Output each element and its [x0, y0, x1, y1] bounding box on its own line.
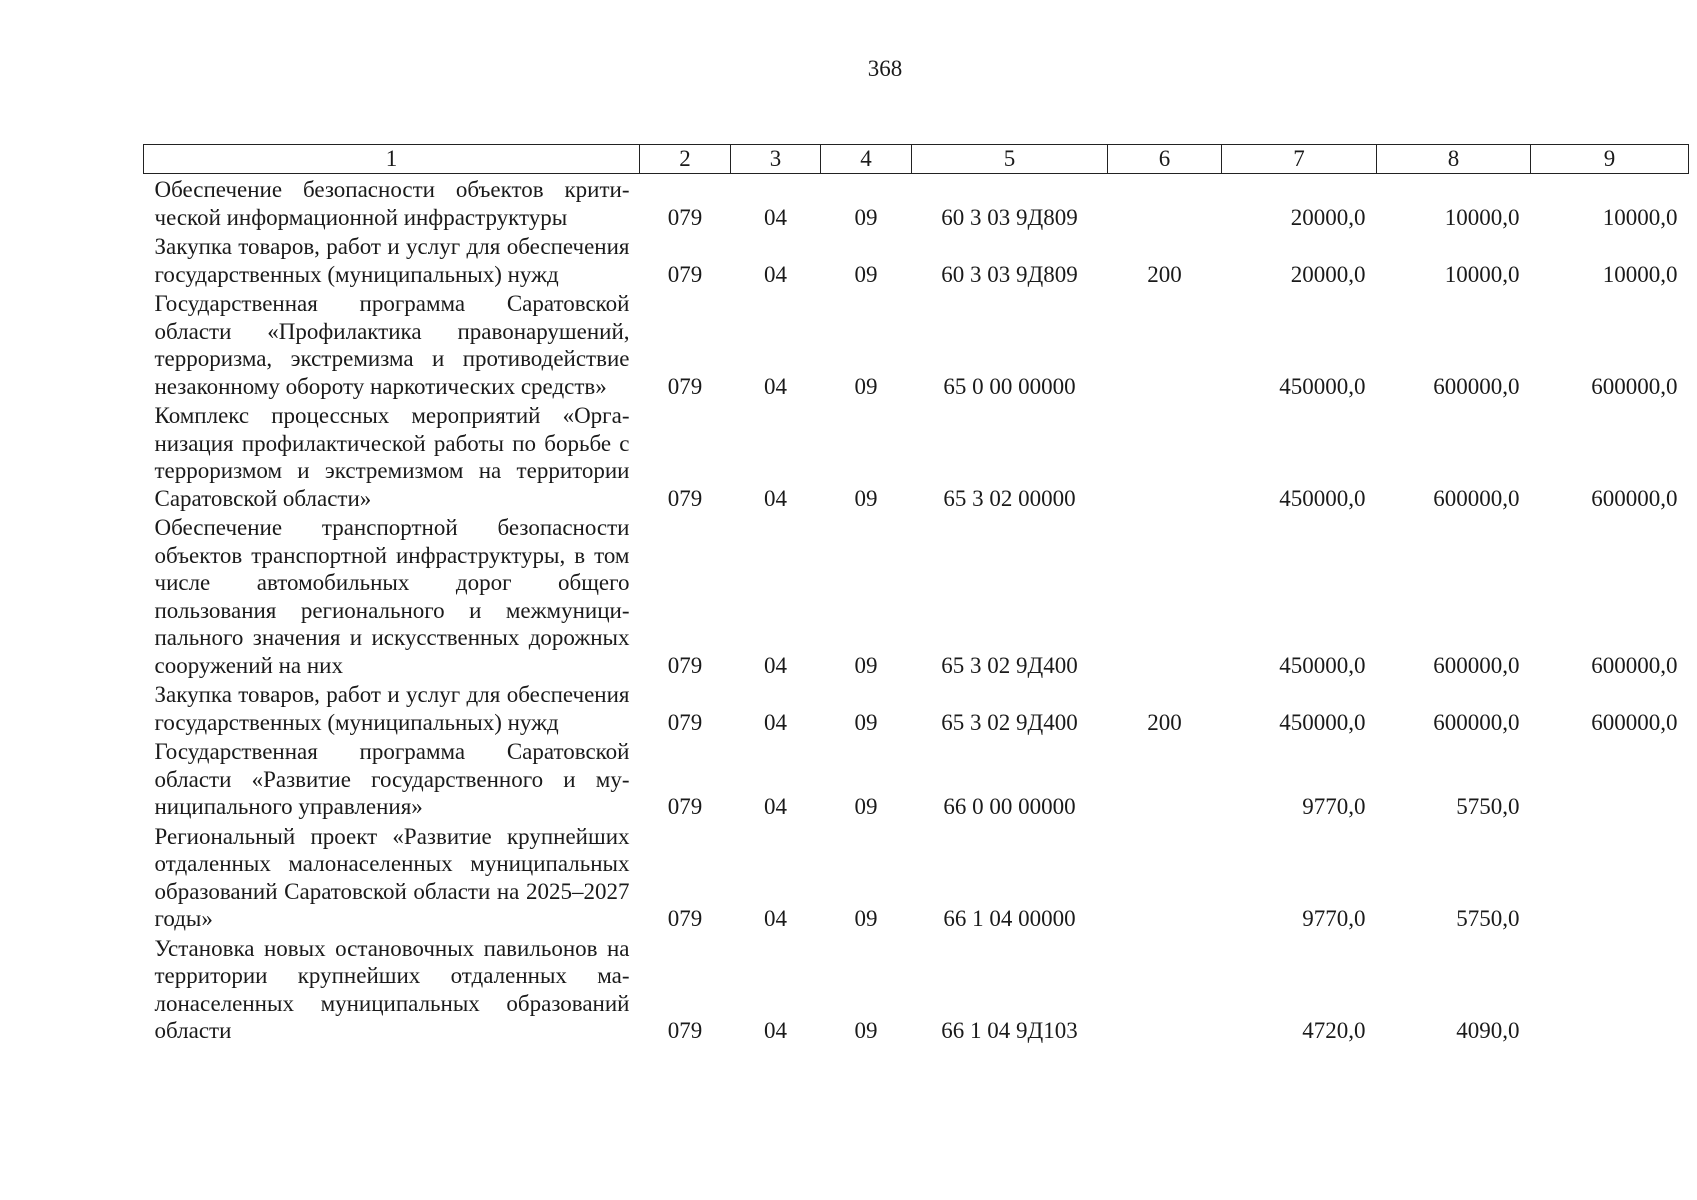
amount-col7: 4720,0 — [1302, 1018, 1366, 1043]
amount-col7: 20000,0 — [1290, 261, 1366, 287]
amount-col8: 5750,0 — [1456, 906, 1520, 931]
table-row — [144, 512, 1689, 679]
table-row — [144, 933, 1689, 1045]
amount-col7: 450000,0 — [1279, 373, 1366, 399]
row-description: Закупка товаров, работ и услуг для обеспечения государственных (муниципальных) нужд — [154, 682, 630, 735]
target-article-code: 65 3 02 9Д400 — [941, 709, 1078, 735]
table-row — [144, 679, 1689, 736]
expense-type-code — [1108, 400, 1222, 512]
subsection-code: 09 — [854, 373, 878, 399]
subsection-code: 09 — [854, 204, 878, 230]
expense-type-code — [1108, 512, 1222, 679]
amount-col8: 600000,0 — [1433, 373, 1520, 399]
expense-type-code — [1108, 288, 1222, 400]
target-article-code: 60 3 03 9Д809 — [941, 204, 1078, 230]
target-article-code: 60 3 03 9Д809 — [941, 261, 1078, 287]
column-header: 9 — [1531, 145, 1689, 174]
amount-col7: 450000,0 — [1279, 652, 1366, 678]
header-row — [144, 145, 1689, 174]
amount-col8: 600000,0 — [1433, 485, 1520, 511]
subsection-code: 09 — [854, 485, 878, 511]
amount-col9: 10000,0 — [1602, 261, 1678, 287]
amount-col8: 5750,0 — [1456, 794, 1520, 819]
amount-col8: 10000,0 — [1444, 204, 1520, 230]
column-header: 6 — [1108, 145, 1222, 174]
subsection-code: 09 — [854, 261, 878, 287]
budget-table — [143, 144, 1689, 1045]
section-code: 04 — [764, 906, 787, 931]
subsection-code: 09 — [854, 906, 878, 931]
expense-type-code: 200 — [1147, 709, 1182, 735]
column-header: 8 — [1377, 145, 1531, 174]
section-code: 04 — [764, 485, 787, 511]
column-header: 3 — [731, 145, 821, 174]
ministry-code: 079 — [667, 906, 703, 931]
amount-col7: 9770,0 — [1302, 794, 1366, 819]
column-header: 7 — [1222, 145, 1377, 174]
section-code: 04 — [764, 204, 787, 230]
table-row — [144, 288, 1689, 400]
page-number: 368 — [867, 56, 903, 81]
amount-col9 — [1531, 736, 1689, 821]
column-header: 2 — [640, 145, 731, 174]
amount-col9: 10000,0 — [1602, 204, 1678, 230]
subsection-code: 09 — [854, 794, 878, 819]
section-code: 04 — [764, 794, 787, 819]
table-row — [144, 400, 1689, 512]
ministry-code: 079 — [667, 1018, 703, 1043]
section-code: 04 — [764, 373, 787, 399]
target-article-code: 65 0 00 00000 — [943, 373, 1076, 399]
table-body — [144, 174, 1689, 1045]
amount-col7: 450000,0 — [1279, 709, 1366, 735]
table-row — [144, 231, 1689, 288]
expense-type-code — [1108, 174, 1222, 232]
ministry-code: 079 — [667, 261, 703, 287]
target-article-code: 65 3 02 9Д400 — [941, 652, 1078, 678]
ministry-code: 079 — [667, 204, 703, 230]
amount-col7: 20000,0 — [1290, 204, 1366, 230]
table-row — [144, 821, 1689, 933]
amount-col9 — [1531, 933, 1689, 1045]
target-article-code: 66 0 00 00000 — [943, 794, 1076, 819]
column-header: 4 — [821, 145, 912, 174]
subsection-code: 09 — [854, 652, 878, 678]
subsection-code: 09 — [854, 709, 878, 735]
amount-col8: 10000,0 — [1444, 261, 1520, 287]
row-description: Региональный проект «Развитие крупнейших отдаленных малонаселенных муниципальных образований Саратовской области на 2025–2027 годы» — [154, 823, 630, 931]
amount-col8: 600000,0 — [1433, 709, 1520, 735]
row-description: Комплекс процессных мероприятий «Организация профилактической работы по борьбе с терроризмом и экстремизмом на территории Саратовской области» — [154, 403, 630, 511]
column-header: 5 — [912, 145, 1108, 174]
subsection-code: 09 — [854, 1018, 878, 1043]
row-description: Закупка товаров, работ и услуг для обеспечения государственных (муниципальных) нужд — [154, 234, 630, 287]
row-description: Государственная программа Саратовской области «Профилактика правонарушений, терроризма, экстремизма и противодействие незаконному обороту наркотических средств» — [154, 291, 630, 399]
expense-type-code — [1108, 821, 1222, 933]
expense-type-code — [1108, 736, 1222, 821]
column-header: 1 — [144, 145, 640, 174]
amount-col8: 4090,0 — [1456, 1018, 1520, 1043]
amount-col9: 600000,0 — [1591, 485, 1678, 511]
ministry-code: 079 — [667, 373, 703, 399]
section-code: 04 — [764, 652, 787, 678]
row-description: Обеспечение транспортной безопасности объектов транспортной инфраструктуры, в том числе автомобильных дорог общего пользования регионального и межмуниципального значения и искусственных дорожных сооружений на них — [154, 515, 630, 678]
expense-type-code — [1108, 933, 1222, 1045]
row-description: Обеспечение безопасности объектов критической информационной инфраструктуры — [154, 177, 630, 230]
table-row — [144, 736, 1689, 821]
section-code: 04 — [764, 709, 787, 735]
ministry-code: 079 — [667, 709, 703, 735]
row-description: Установка новых остановочных павильонов на территории крупнейших отдаленных малонаселенных муниципальных образований области — [154, 935, 630, 1043]
ministry-code: 079 — [667, 485, 703, 511]
section-code: 04 — [764, 1018, 787, 1043]
ministry-code: 079 — [667, 794, 703, 819]
amount-col7: 9770,0 — [1302, 906, 1366, 931]
table-row — [144, 174, 1689, 232]
target-article-code: 66 1 04 9Д103 — [941, 1018, 1078, 1043]
amount-col7: 450000,0 — [1279, 485, 1366, 511]
amount-col8: 600000,0 — [1433, 652, 1520, 678]
section-code: 04 — [764, 261, 787, 287]
amount-col9: 600000,0 — [1591, 709, 1678, 735]
amount-col9: 600000,0 — [1591, 652, 1678, 678]
row-description: Государственная программа Саратовской области «Развитие государственного и муниципального управления» — [154, 739, 630, 819]
target-article-code: 65 3 02 00000 — [943, 485, 1076, 511]
expense-type-code: 200 — [1147, 261, 1182, 287]
amount-col9: 600000,0 — [1591, 373, 1678, 399]
ministry-code: 079 — [667, 652, 703, 678]
target-article-code: 66 1 04 00000 — [943, 906, 1076, 931]
amount-col9 — [1531, 821, 1689, 933]
